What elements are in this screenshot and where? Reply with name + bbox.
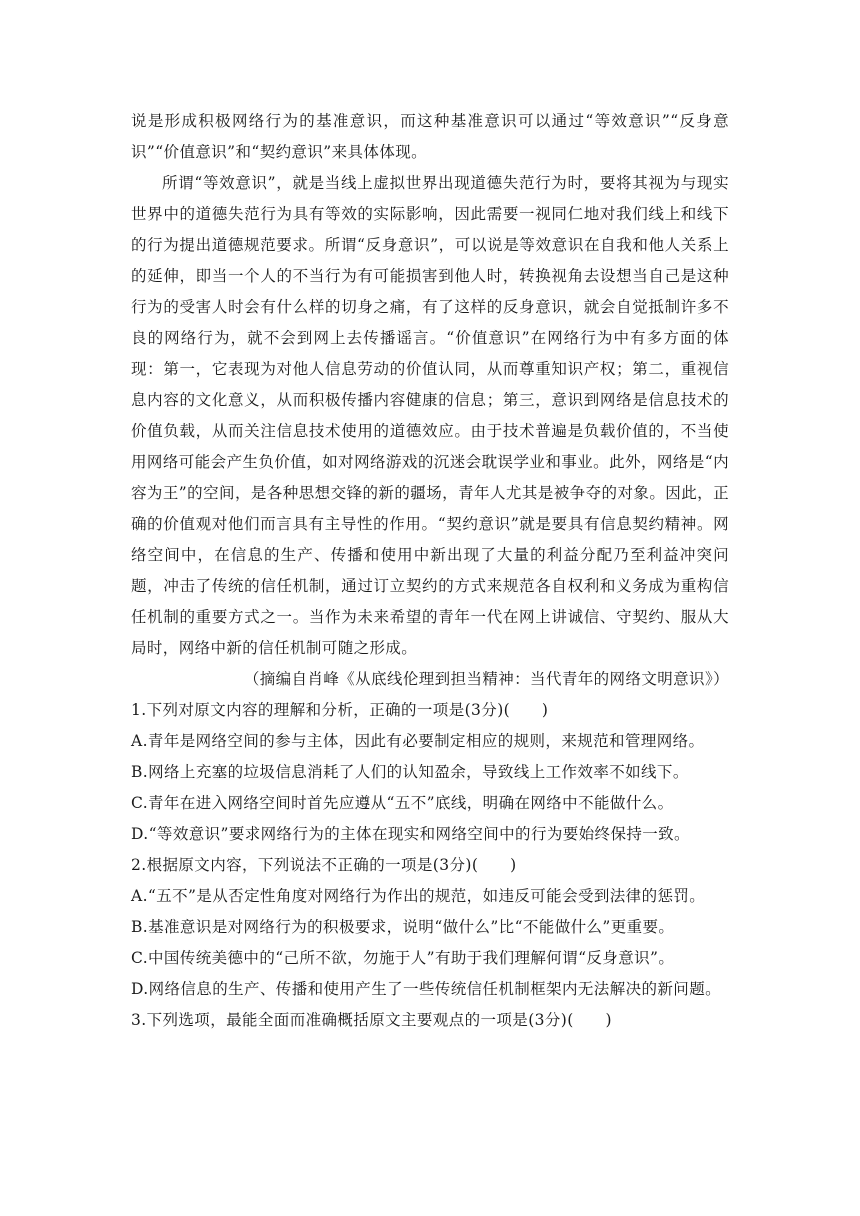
question-1-option-c: C.青年在进入网络空间时首先应遵从“五不”底线，明确在网络中不能做什么。 [131,794,674,812]
question-1-option-a: A.青年是网络空间的参与主体，因此有必要制定相应的规则，来规范和管理网络。 [131,732,705,750]
question-2-option-c: C.中国传统美德中的“己所不欲，勿施于人”有助于我们理解何谓“反身意识”。 [131,949,675,967]
passage-source: （摘编自肖峰《从底线伦理到担当精神：当代青年的网络文明意识》） [243,670,729,688]
question-1-option-b: B.网络上充塞的垃圾信息消耗了人们的认知盈余，导致线上工作效率不如线下。 [131,763,689,781]
question-2 [131,850,729,1005]
question-2-option-b: B.基准意识是对网络行为的积极要求，说明“做什么”比“不能做什么”更重要。 [131,918,675,936]
question-2-stem: 2.根据原文内容，下列说法不正确的一项是(3分)( ) [131,856,517,874]
question-2-option-d: D.网络信息的生产、传播和使用产生了一些传统信任机制框架内无法解决的新问题。 [131,980,722,998]
passage-paragraph-1: 说是形成积极网络行为的基准意识，而这种基准意识可以通过“等效意识”“反身意识”“价值意识”和“契约意识”来具体体现。 [131,112,729,161]
question-2-option-a: A.“五不”是从否定性角度对网络行为作出的规范，如违反可能会受到法律的惩罚。 [131,887,706,905]
question-1-stem: 1.下列对原文内容的理解和分析，正确的一项是(3分)( ) [131,701,549,719]
question-3-stem: 3.下列选项，最能全面而准确概括原文主要观点的一项是(3分)( ) [131,1011,612,1029]
page-content [131,106,729,1036]
question-1-option-d: D.“等效意识”要求网络行为的主体在现实和网络空间中的行为要始终保持一致。 [131,825,690,843]
question-3 [131,1005,729,1036]
passage-paragraph-2: 所谓“等效意识”，就是当线上虚拟世界出现道德失范行为时，要将其视为与现实世界中的道德失范行为具有等效的实际影响，因此需要一视同仁地对我们线上和线下的行为提出道德规范要求。所谓“反身意识”，可以说是等效意识在自我和他人关系上的延伸，即当一个人的不当行为有可能损害到他人时，转换视角去设想当自己是这种行为的受害人时会有什么样的切身之痛，有了这样的反身意识，就会自觉抵制许多不良的网络行为，就不会到网上去传播谣言。“价值意识”在网络行为中有多方面的体现：第一，它表现为对他人信息劳动的价值认同，从而尊重知识产权；第二，重视信息内容的文化意义，从而积极传播内容健康的信息；第三，意识到网络是信息技术的价值负载，从而关注信息技术使用的道德效应。由于技术普遍是负载价值的，不当使用网络可能会产生负价值，如对网络游戏的沉迷会耽误学业和事业。此外，网络是“内容为王”的空间，是各种思想交锋的新的疆场，青年人尤其是被争夺的对象。因此，正确的价值观对他们而言具有主导性的作用。“契约意识”就是要具有信息契约精神。网络空间中，在信息的生产、传播和使用中新出现了大量的利益分配乃至利益冲突问题，冲击了传统的信任机制，通过订立契约的方式来规范各自权利和义务成为重构信任机制的重要方式之一。当作为未来希望的青年一代在网上讲诚信、守契约、服从大局时，网络中新的信任机制可随之形成。 [131,174,729,657]
question-1 [131,695,729,850]
